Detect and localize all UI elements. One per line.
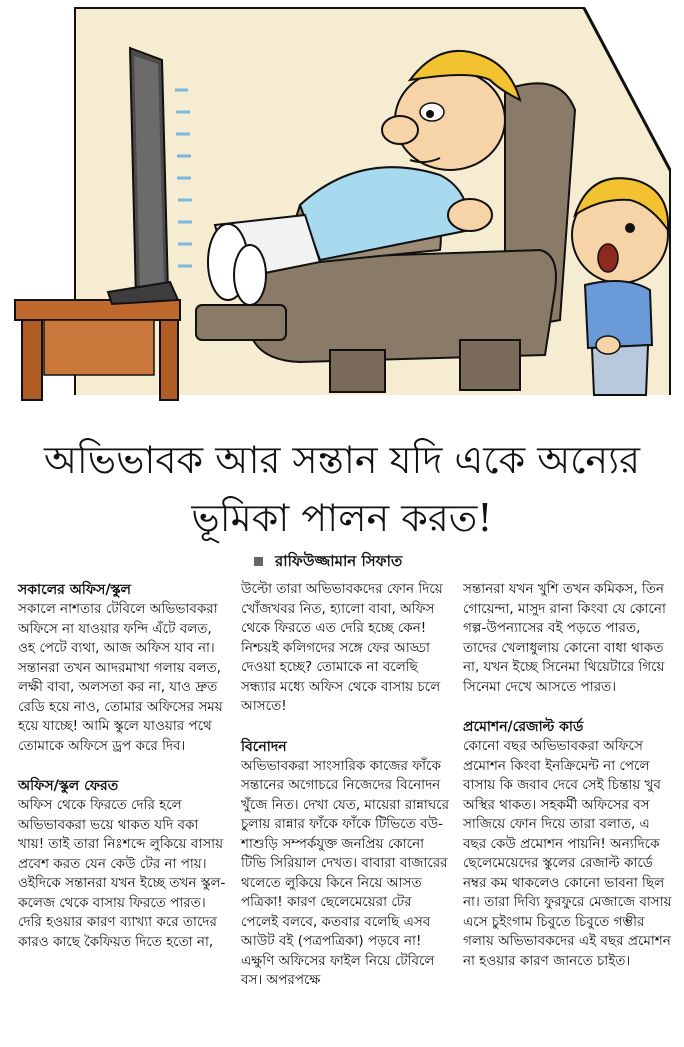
headline-line-2: ভূমিকা পালন করত! (191, 496, 493, 540)
section-entertainment-continued (463, 580, 675, 697)
article-column-2 (241, 580, 451, 1011)
section-entertainment (241, 737, 451, 991)
section-heading: বিনোদন (241, 738, 287, 755)
section-return-continued (241, 580, 451, 717)
cartoon-illustration (0, 0, 684, 420)
section-body: অভিভাবকরা সাংসারিক কাজের ফাঁকে সন্তানের অগোচরে নিজেদের বিনোদন খুঁজে নিত। দেখা যেত, মায়েরা রান্নাঘরে চুলায় রান্নার ফাঁকে ফাঁকে টিভিতে বউ-শাশুড়ি সম্পর্কযুক্ত জনপ্রিয় কোনো টিভি সিরিয়াল দেখত। বাবারা বাজারের থলেতে লুকিয়ে কিনে নিয়ে আসত পত্রিকা! কারণ ছেলেমেয়েরা টের পেলেই বলবে, কতবার বলেছি এসব আউট বই (পত্রপত্রিকা) পড়বে না! এক্ষুণি অফিসের ফাইল নিয়ে টেবিলে বস। অপরপক্ষে (241, 757, 450, 988)
section-body: সন্তানরা যখন খুশি তখন কমিকস, তিন গোয়েন্দা, মাসুদ রানা কিংবা যে কোনো গল্প-উপন্যাসের বই পড়তে পারত, তাদের খেলাধুলায় কোনো বাধা থাকত না, যখন ইচ্ছে সিনেমা থিয়েটারে গিয়ে সিনেমা দেখে আসতে পারত। (463, 581, 666, 695)
author-name: রাফিউজ্জামান সিফাত (275, 552, 403, 570)
headline-line-1: অভিভাবক আর সন্তান যদি একে অন্যের (43, 438, 641, 482)
article-column-1 (18, 580, 226, 972)
section-body: অফিস থেকে ফিরতে দেরি হলে অভিভাবকরা ভয়ে থাকত যদি বকা খায়! তাই তারা নিঃশব্দে লুকিয়ে বাসায় প্রবেশ করত যেন কেউ টের না পায়। ওইদিকে সন্তানরা যখন ইচ্ছে তখন স্কুল-কলেজ থেকে বাসায় ফিরতে পারত। দেরি হওয়ার কারণ ব্যাখ্যা করে তাদের কারও কাছে কৈফিয়ত দিতে হতো না, (18, 797, 226, 950)
byline (254, 550, 402, 575)
section-body: সকালে নাশতার টেবিলে অভিভাবকরা অফিসে না যাওয়ার ফন্দি এঁটে বলত, ওহ পেটে ব্যথা, আজ অফিস যাব না। সন্তানরা তখন আদরমাখা গলায় বলত, লক্ষী বাবা, অলসতা কর না, যাও দ্রুত রেডি হয়ে নাও, তোমার অফিসের সময় হয়ে যাচ্ছে! আমি স্কুলে যাওয়ার পথে তোমাকে অফিসে ড্রপ করে দিব। (18, 601, 223, 754)
section-body: উল্টো তারা অভিভাবকদের ফোন দিয়ে খোঁজখবর নিত, হ্যালো বাবা, অফিস থেকে ফিরতে এত দেরি হচ্ছে কেন! নিশ্চয়ই কলিগদের সঙ্গে ফের আড্ডা দেওয়া হচ্ছে? তোমাকে না বলেছি সন্ধ্যার মধ্যে অফিস থেকে বাসায় চলে আসতে! (241, 581, 443, 714)
section-heading: প্রমোশন/রেজাল্ট কার্ড (463, 719, 584, 735)
section-return (18, 776, 226, 952)
square-bullet-icon (254, 557, 263, 566)
section-heading: অফিস/স্কুল ফেরত (18, 778, 119, 794)
section-heading: সকালের অফিস/স্কুল (18, 582, 131, 598)
section-body: কোনো বছর অভিভাবকরা অফিসে প্রমোশন কিংবা ইনক্রিমেন্ট না পেলে বাসায় কি জবাব দেবে সেই চিন্তায় খুব অস্থির থাকত। সহকর্মী অফিসের বস সাজিয়ে ফোন দিয়ে তারা বলাত, এ বছর কেউ প্রমোশন পায়নি! অন্যদিকে ছেলেমেয়েদের স্কুলের রেজাল্ট কার্ডে নম্বর কম থাকলেও কোনো ভাবনা ছিল না। তারা দিব্যি ফুরফুরে মেজাজে বাসায় এসে চুইংগাম চিবুতে চিবুতে গম্ভীর গলায় অভিভাবকদের এই বছর প্রমোশন না হওয়ার কারণ জানতে চাইত। (463, 738, 672, 969)
section-promotion (463, 717, 675, 971)
section-morning (18, 580, 226, 756)
article-column-3 (463, 580, 675, 991)
